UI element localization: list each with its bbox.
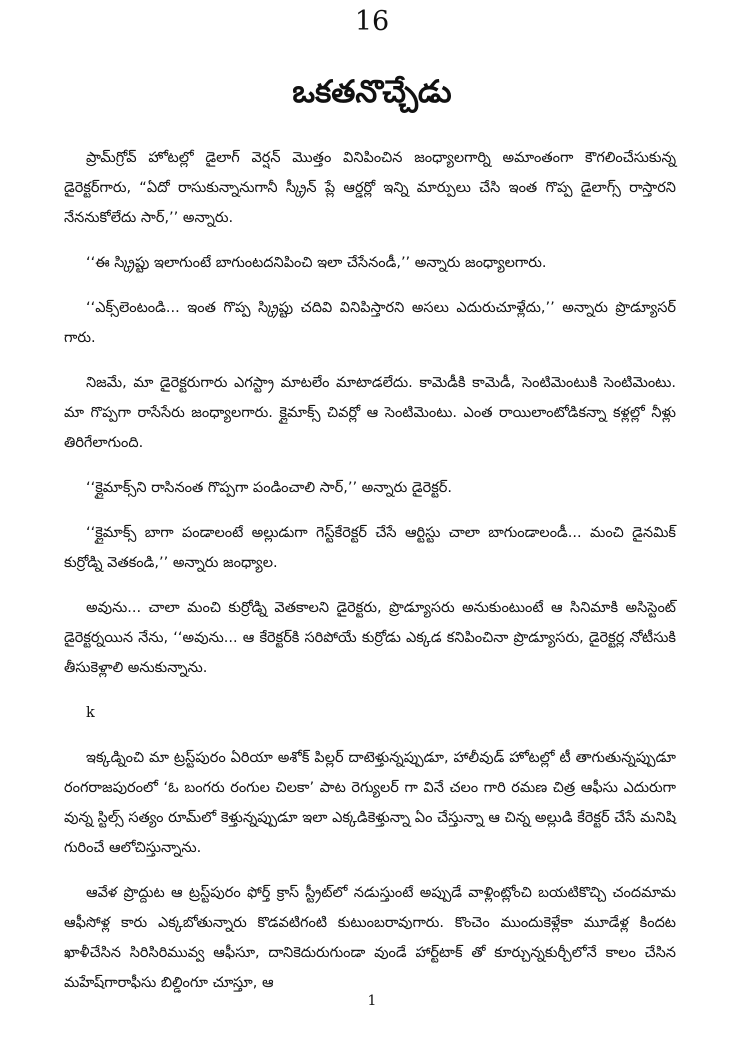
page-footer-number: 1 — [367, 993, 377, 1009]
body-text — [64, 143, 676, 1013]
section-separator: k — [86, 705, 95, 721]
paragraph: ఇక్కడ్నించి మా ట్రస్ట్‌పురం ఏరియా అశోక్ పిల్లర్ దాటెళ్తున్నప్పుడూ, హాలీవుడ్ హోటల్లో టీ తాగుతున్నప్పుడూ రంగరాజపురంలో ‘ఓ బంగరు రంగుల చిలకా’ పాట రెగ్యులర్ గా వినే చలం గారి రమణ చిత్ర ఆఫీసు ఎదురుగా వున్న స్టిల్స్ సత్యం రూమ్‌లో కెళ్తున్నప్పుడూ ఇలా ఎక్కడికెళ్తున్నా ఏం చేస్తున్నా ఆ చిన్న అల్లుడి కేరెక్టర్ చేసే మనిషి గురించే ఆలోచిస్తున్నాను. — [64, 750, 676, 856]
paragraph: ‘‘ఈ స్క్రిప్టు ఇలాగుంటే బాగుంటదనిపించి ఇలా చేసేనండీ,’’ అన్నారు జంధ్యాలగారు. — [86, 255, 547, 271]
paragraph: అవును... చాలా మంచి కుర్రోడ్ని వెతకాలని డైరెక్టరు, ప్రొడ్యూసరు అనుకుంటుంటే ఆ సినిమాకి అసిస్టెంట్ డైరెక్టర్నయిన నేను, ‘‘అవును... ఆ కేరెక్టర్‌కి సరిపోయే కుర్రోడు ఎక్కడ కనిపించినా ప్రొడ్యూసరు, డైరెక్టర్ల నోటీసుకి తీసుకెళ్లాలి అనుకున్నాను. — [64, 600, 676, 676]
chapter-title: ఒకతనొచ్చేడు — [292, 74, 452, 110]
paragraph: ‘‘క్లైమాక్స్ బాగా పండాలంటే అల్లుడుగా గెస్ట్‌కేరెక్టర్ చేసే ఆర్టిస్టు చాలా బాగుండాలండీ... మంచి డైనమిక్ కుర్రోడ్ని వెతకండి,’’ అన్నారు జంధ్యాల. — [64, 525, 676, 571]
chapter-number: 16 — [354, 6, 390, 37]
paragraph: నిజమే, మా డైరెక్టరుగారు ఎగస్ట్రా మాటలేం మాటాడలేదు. కామెడీకి కామెడీ, సెంటిమెంటుకి సెంటిమెంటు. మా గొప్పగా రాసేసేరు జంధ్యాలగారు. క్లైమాక్స్ చివర్లో ఆ సెంటిమెంటు. ఎంత రాయిలాంటోడికన్నా కళ్లల్లో నీళ్లు తిరిగేలాగుంది. — [64, 375, 676, 451]
paragraph: ప్రామ్‌గ్రోవ్ హోటల్లో డైలాగ్ వెర్షన్ మొత్తం వినిపించిన జంధ్యాలగార్ని అమాంతంగా కౌగలించేసుకున్న డైరెక్టర్‌గారు, “ఏదో రాసుకున్నానుగానీ స్క్రీన్ ప్లే ఆర్డర్లో ఇన్ని మార్పులు చేసి ఇంత గొప్ప డైలాగ్స్ రాస్తారని నేననుకోలేదు సార్,’’ అన్నారు. — [64, 150, 676, 226]
paragraph: ఆవేళ ప్రొద్దుట ఆ ట్రస్ట్‌పురం ఫోర్త్ క్రాస్ స్ట్రీట్‌లో నడుస్తుంటే అప్పుడే వాళ్లింట్లోంచి బయటికొచ్చి చందమామ ఆఫీసోళ్ల కారు ఎక్కబోతున్నారు కొడవటిగంటి కుటుంబరావుగారు. కొంచెం ముందుకెళ్లేకా మూడేళ్ల కిందట ఖాళీచేసిన సిరిసిరిమువ్వ ఆఫీసూ, దానికెదురుగుండా వుండే హార్ట్‌టాక్ తో కూర్చున్నకుర్చీలోనే కాలం చేసిన మహేష్‌గారాఫీసు బిల్డింగూ చూస్తూ, ఆ — [64, 885, 676, 991]
paragraph: ‘‘క్లైమాక్స్‌ని రాసినంత గొప్పగా పండించాలి సార్,’’ అన్నారు డైరెక్టర్. — [86, 480, 452, 496]
paragraph: ‘‘ఎక్స్‌లెంటండి... ఇంత గొప్ప స్క్రిప్టు చదివి వినిపిస్తారని అసలు ఎదురుచూళ్లేదు,’’ అన్నారు ప్రొడ్యూసర్ గారు. — [64, 300, 676, 346]
